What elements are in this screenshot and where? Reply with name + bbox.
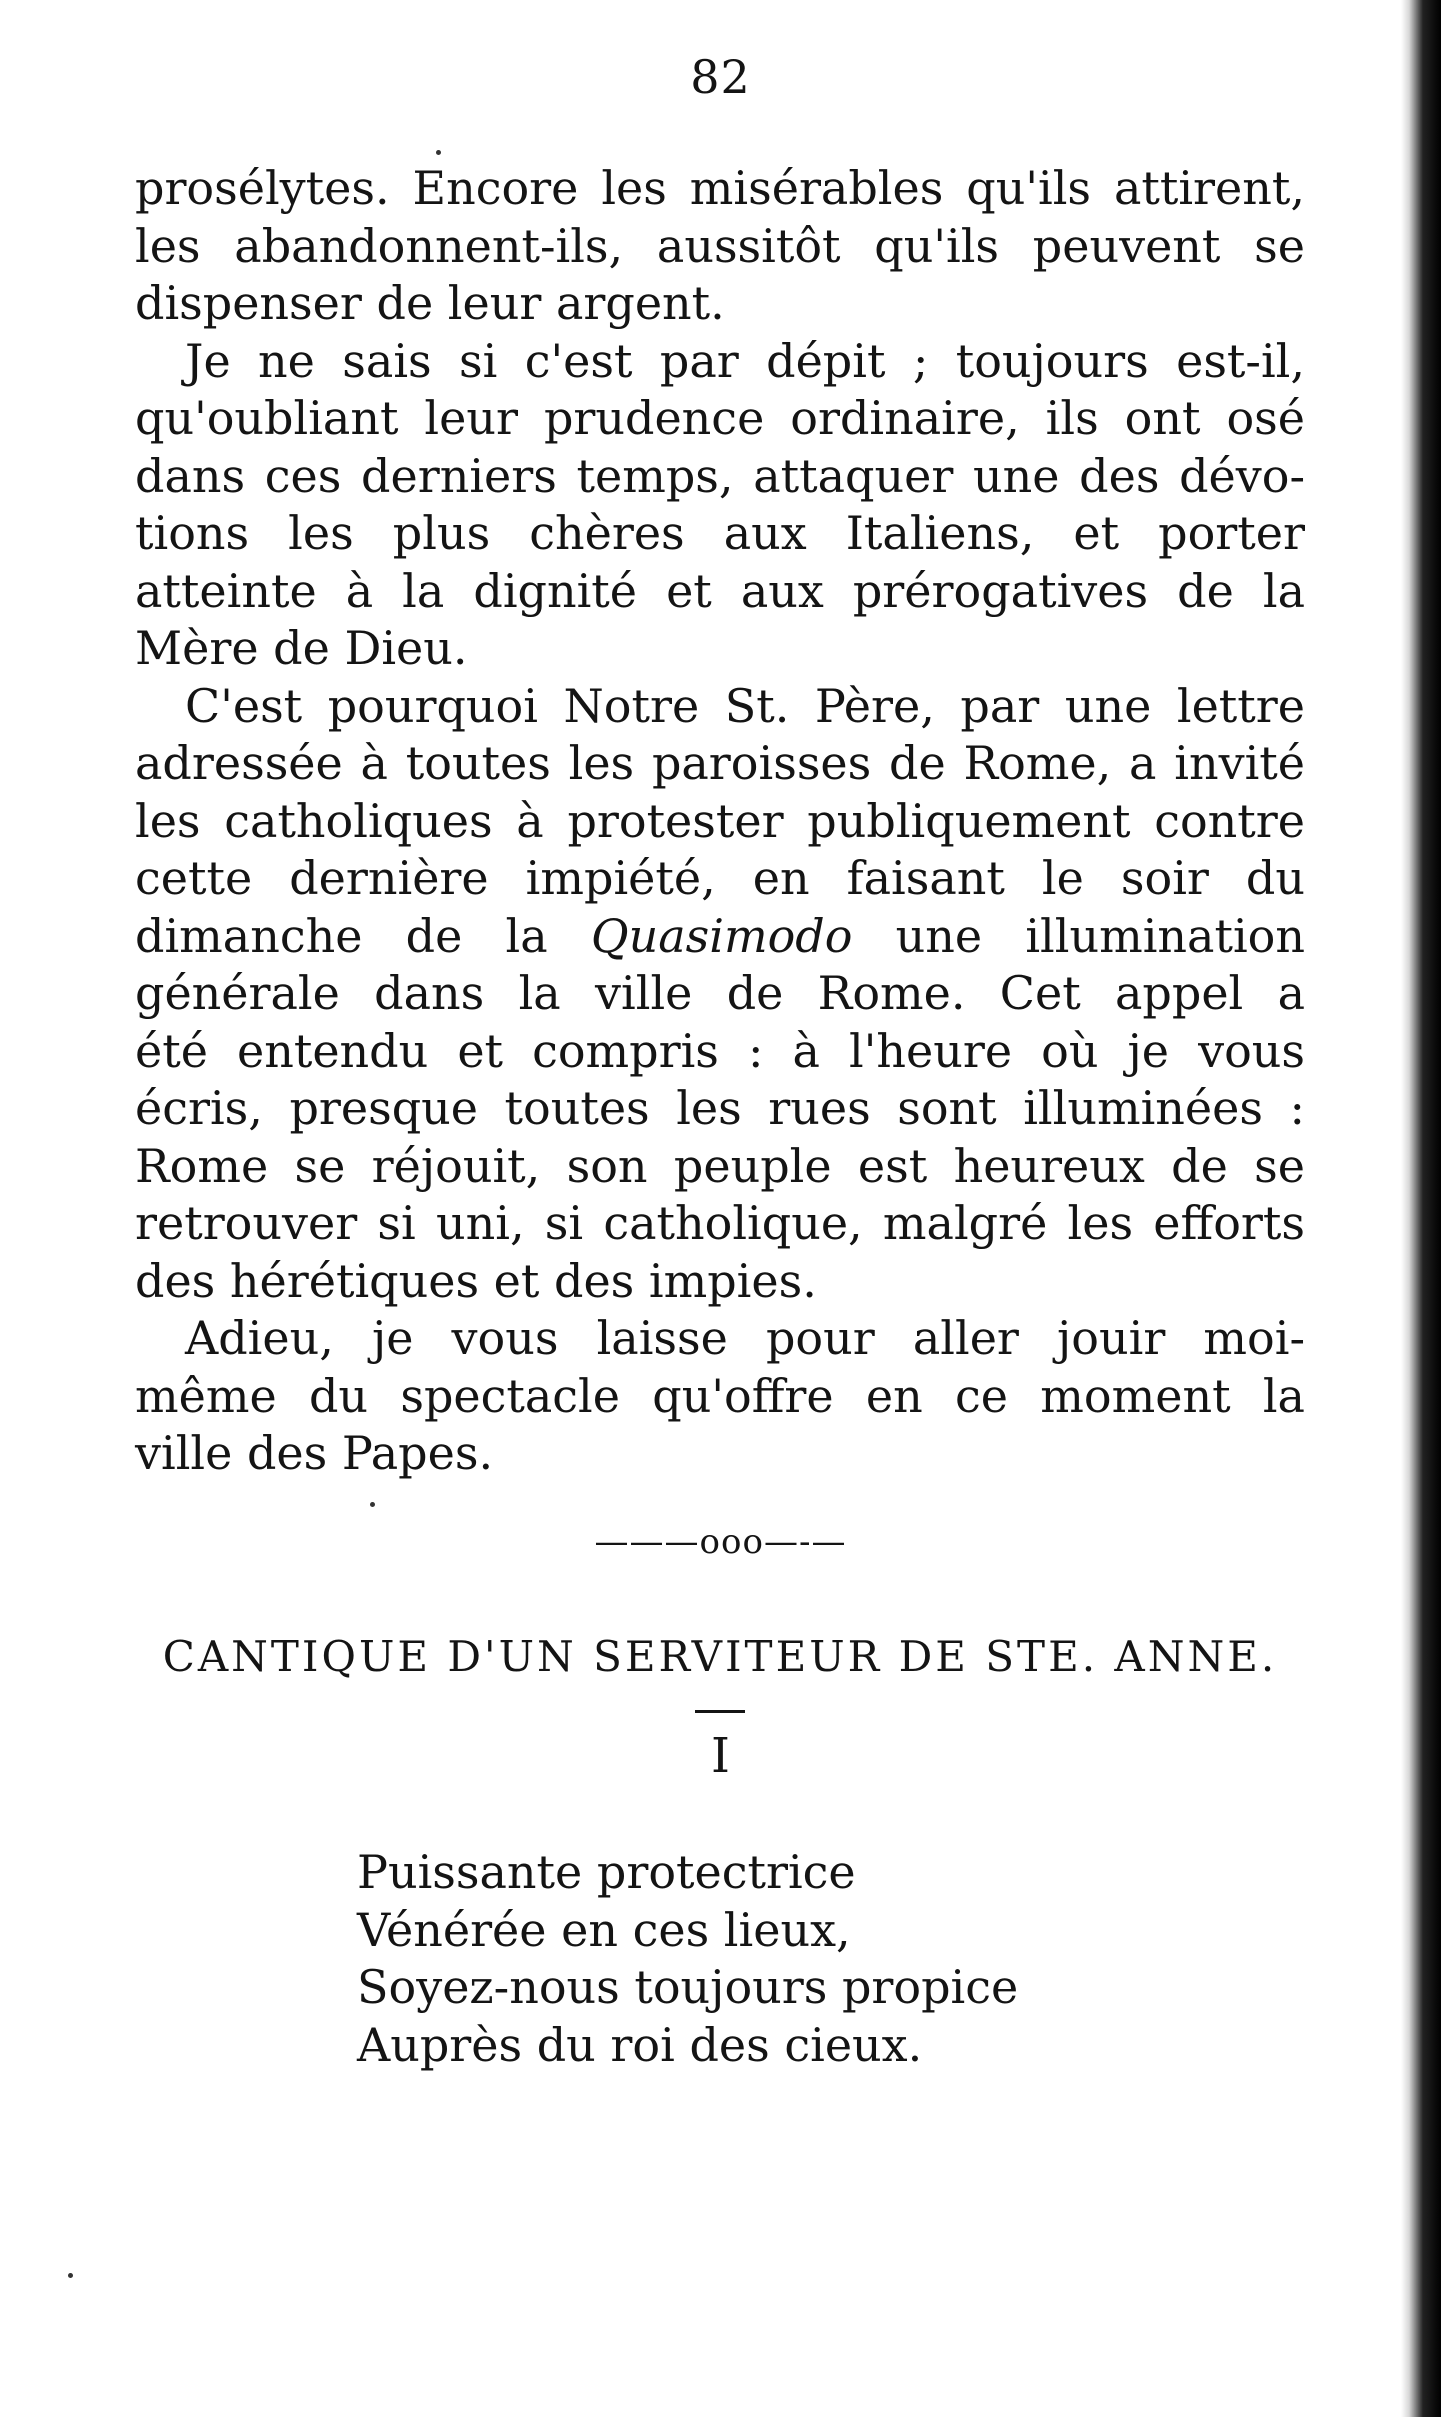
text-line: cette dernière impiété, en faisant le soir du bbox=[135, 851, 1305, 905]
text-line: les abandonnent-ils, aussitôt qu'ils peuvent se bbox=[135, 218, 1305, 273]
text-line: Je ne sais si c'est par dépit ; toujours est-il, bbox=[185, 333, 1305, 388]
text-line: qu'oubliant leur prudence ordinaire, ils ont osé bbox=[135, 391, 1305, 445]
text-line-with-italic bbox=[135, 908, 1305, 966]
binding-edge-shadow bbox=[1401, 0, 1441, 2417]
ink-speck bbox=[436, 150, 441, 155]
text-line: écris, presque toutes les rues sont illuminées : bbox=[135, 1081, 1305, 1135]
body-text bbox=[135, 160, 1305, 1483]
stanza bbox=[357, 1844, 1018, 2074]
text-line: C'est pourquoi Notre St. Père, par une lettre bbox=[185, 678, 1305, 733]
verse-line: Puissante protectrice bbox=[357, 1845, 856, 1899]
text-line: atteinte à la dignité et aux prérogatives de la bbox=[135, 563, 1305, 618]
text-line: été entendu et compris : à l'heure où je vous bbox=[135, 1023, 1305, 1078]
text-line: adressée à toutes les paroisses de Rome, a invité bbox=[135, 736, 1305, 790]
stanza-number: I bbox=[711, 1728, 730, 1784]
verse-line: Auprès du roi des cieux. bbox=[357, 2017, 923, 2072]
text-line: Rome se réjouit, son peuple est heureux de se bbox=[135, 1138, 1305, 1193]
verse-line: Vénérée en ces lieux, bbox=[357, 1902, 851, 1957]
text-fragment: dimanche de la bbox=[135, 908, 591, 963]
text-line: prosélytes. Encore les misérables qu'ils attirent, bbox=[135, 161, 1305, 215]
page-number: 82 bbox=[690, 50, 751, 104]
short-rule bbox=[695, 1710, 745, 1713]
text-line: ville des Papes. bbox=[135, 1426, 494, 1480]
ornamental-separator: ———ooo—-— bbox=[594, 1522, 847, 1562]
text-line: générale dans la ville de Rome. Cet appel a bbox=[135, 966, 1305, 1020]
text-line: dispenser de leur argent. bbox=[135, 276, 725, 330]
ink-speck bbox=[68, 2273, 73, 2278]
text-line: tions les plus chères aux Italiens, et porter bbox=[135, 506, 1305, 560]
section-heading: CANTIQUE D'UN SERVITEUR DE STE. ANNE. bbox=[162, 1632, 1278, 1681]
text-line: les catholiques à protester publiquement contre bbox=[135, 793, 1305, 848]
verse-line: Soyez-nous toujours propice bbox=[357, 1960, 1019, 2014]
italic-word: Quasimodo bbox=[590, 908, 853, 963]
text-fragment: une illumination bbox=[852, 908, 1305, 963]
ink-speck bbox=[370, 1502, 375, 1507]
text-line: dans ces derniers temps, attaquer une des dévo- bbox=[135, 448, 1305, 503]
text-line: retrouver si uni, si catholique, malgré les efforts bbox=[135, 1196, 1305, 1250]
text-line: même du spectacle qu'offre en ce moment la bbox=[135, 1368, 1305, 1423]
text-line: Adieu, je vous laisse pour aller jouir moi- bbox=[185, 1311, 1305, 1365]
text-line: Mère de Dieu. bbox=[135, 621, 468, 675]
text-line: des hérétiques et des impies. bbox=[135, 1253, 817, 1308]
